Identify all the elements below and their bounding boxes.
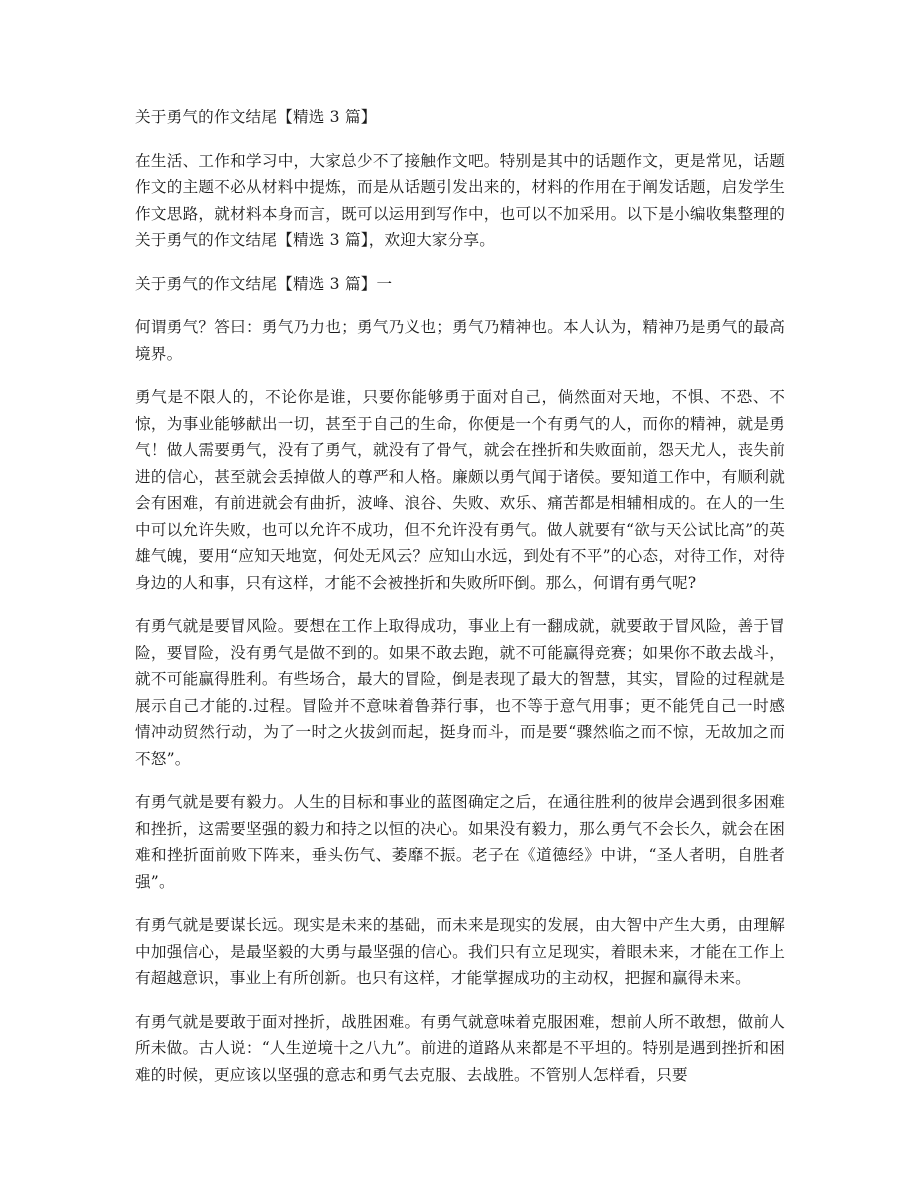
body-paragraph: 有勇气就是要冒风险。要想在工作上取得成功，事业上有一翻成就，就要敢于冒风险，善于冒险，要冒险，没有勇气是做不到的。如果不敢去跑，就不可能赢得竞赛；如果你不敢去战斗，就不可能赢得胜利。有些场合，最大的冒险，倒是表现了最大的智慧，其实，冒险的过程就是展示自己才能的.过程。冒险并不意味着鲁莽行事，也不等于意气用事；更不能凭自己一时感情冲动贸然行动，为了一时之火拔剑而起，挺身而斗，而是要“骤然临之而不惊，无故加之而不怒”。: [135, 617, 785, 768]
body-paragraph: 何谓勇气？答曰：勇气乃力也；勇气乃义也；勇气乃精神也。本人认为，精神乃是勇气的最高境界。: [135, 318, 785, 363]
document-title: 关于勇气的作文结尾【精选 3 篇】: [135, 108, 377, 126]
body-paragraph: 勇气是不限人的，不论你是谁，只要你能够勇于面对自己，倘然面对天地，不惧、不恐、不惊，为事业能够献出一切，甚至于自己的生命，你便是一个有勇气的人，而你的精神，就是勇气！做人需要勇气，没有了勇气，就没有了骨气，就会在挫折和失败面前，怨天尤人，丧失前进的信心，甚至就会丢掉做人的尊严和人格。廉颇以勇气闻于诸侯。要知道工作中，有顺利就会有困难，有前进就会有曲折，波峰、浪谷、失败、欢乐、痛苦都是相辅相成的。在人的一生中可以允许失败，也可以允许不成功，但不允许没有勇气。做人就要有“欲与天公试比高”的英雄气魄，要用“应知天地宽，何处无风云？应知山水远，到处有不平”的心态，对待工作，对待身边的人和事，只有这样，才能不会被挫折和失败所吓倒。那么，何谓有勇气呢?: [135, 388, 785, 592]
section-title: 关于勇气的作文结尾【精选 3 篇】一: [135, 274, 393, 293]
body-paragraph: 有勇气就是要有毅力。人生的目标和事业的蓝图确定之后，在通往胜利的彼岸会遇到很多困难和挫折，这需要坚强的毅力和持之以恒的决心。如果没有毅力，那么勇气不会长久，就会在困难和挫折面前败下阵来，垂头伤气、萎靡不振。老子在《道德经》中讲，“圣人者明，自胜者强”。: [135, 793, 785, 891]
body-paragraph: 有勇气就是要敢于面对挫折，战胜困难。有勇气就意味着克服困难，想前人所不敢想，做前人所未做。古人说：“人生逆境十之八九”。前进的道路从来都是不平坦的。特别是遇到挫折和困难的时候，更应该以坚强的意志和勇气去克服、去战胜。不管别人怎样看，只要: [135, 1012, 785, 1084]
intro-paragraph: 在生活、工作和学习中，大家总少不了接触作文吧。特别是其中的话题作文，更是常见，话题作文的主题不必从材料中提炼，而是从话题引发出来的，材料的作用在于阐发话题，启发学生作文思路，就材料本身而言，既可以运用到写作中，也可以不加采用。以下是小编收集整理的关于勇气的作文结尾【精选 3 篇】，欢迎大家分享。: [135, 151, 785, 249]
document-page: [135, 104, 785, 1105]
body-paragraph: 有勇气就是要谋长远。现实是未来的基础，而未来是现实的发展，由大智中产生大勇，由理解中加强信心，是最坚毅的大勇与最坚强的信心。我们只有立足现实，着眼未来，才能在工作上有超越意识，事业上有所创新。也只有这样，才能掌握成功的主动权，把握和赢得未来。: [135, 916, 785, 987]
